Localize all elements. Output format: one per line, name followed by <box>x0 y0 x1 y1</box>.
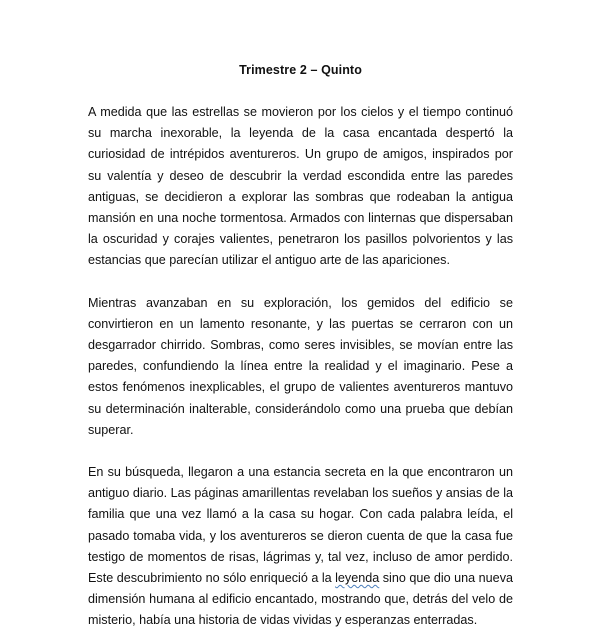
paragraph-gap-2 <box>88 441 513 462</box>
paragraph-3-text-before: En su búsqueda, llegaron a una estancia secreta en la que encontraron un antiguo diario. Las páginas amarillentas revelaban los sueños y ansias de la familia que una vez llamó a la casa su hogar. Con cada palabra leída, el pasado tomaba vida, y los aventureros se dieron cuenta de que la casa fue testigo de momentos de risas, lágrimas y, tal vez, incluso de amor perdido. Este descubrimiento no sólo enriqueció a la <box>88 465 513 586</box>
spellcheck-error-word[interactable]: leyenda <box>335 571 380 586</box>
paragraph-3-text-after: sino que dio una nueva dimensión humana al edificio encantado, mostrando que, detrás del velo de misterio, había una historia de vidas vividas y esperanzas enterradas. <box>88 571 513 628</box>
paragraph-3 <box>88 462 513 632</box>
title-spacer <box>88 81 513 102</box>
paragraph-gap-1 <box>88 272 513 293</box>
document-body <box>88 60 513 632</box>
document-title: Trimestre 2 – Quinto <box>239 63 362 77</box>
paragraph-2: Mientras avanzaban en su exploración, los gemidos del edificio se convirtieron en un lamento resonante, y las puertas se cerraron con un desgarrador chirrido. Sombras, como seres invisibles, se movían entre las paredes, confundiendo la línea entre la realidad y el imaginario. Pese a estos fenómenos inexplicables, el grupo de valientes aventureros mantuvo su determinación inalterable, considerándolo como una prueba que debían superar. <box>88 295 513 437</box>
paragraph-1: A medida que las estrellas se movieron por los cielos y el tiempo continuó su marcha inexorable, la leyenda de la casa encantada despertó la curiosidad de intrépidos aventureros. Un grupo de amigos, inspirados por su valentía y deseo de descubrir la verdad escondida entre las paredes antiguas, se decidieron a explorar las sombras que rodeaban la antigua mansión en una noche tormentosa. Armados con linternas que dispersaban la oscuridad y corajes valientes, penetraron los pasillos polvorientos y las estancias que parecían utilizar el antiguo arte de las apariciones. <box>88 105 513 268</box>
